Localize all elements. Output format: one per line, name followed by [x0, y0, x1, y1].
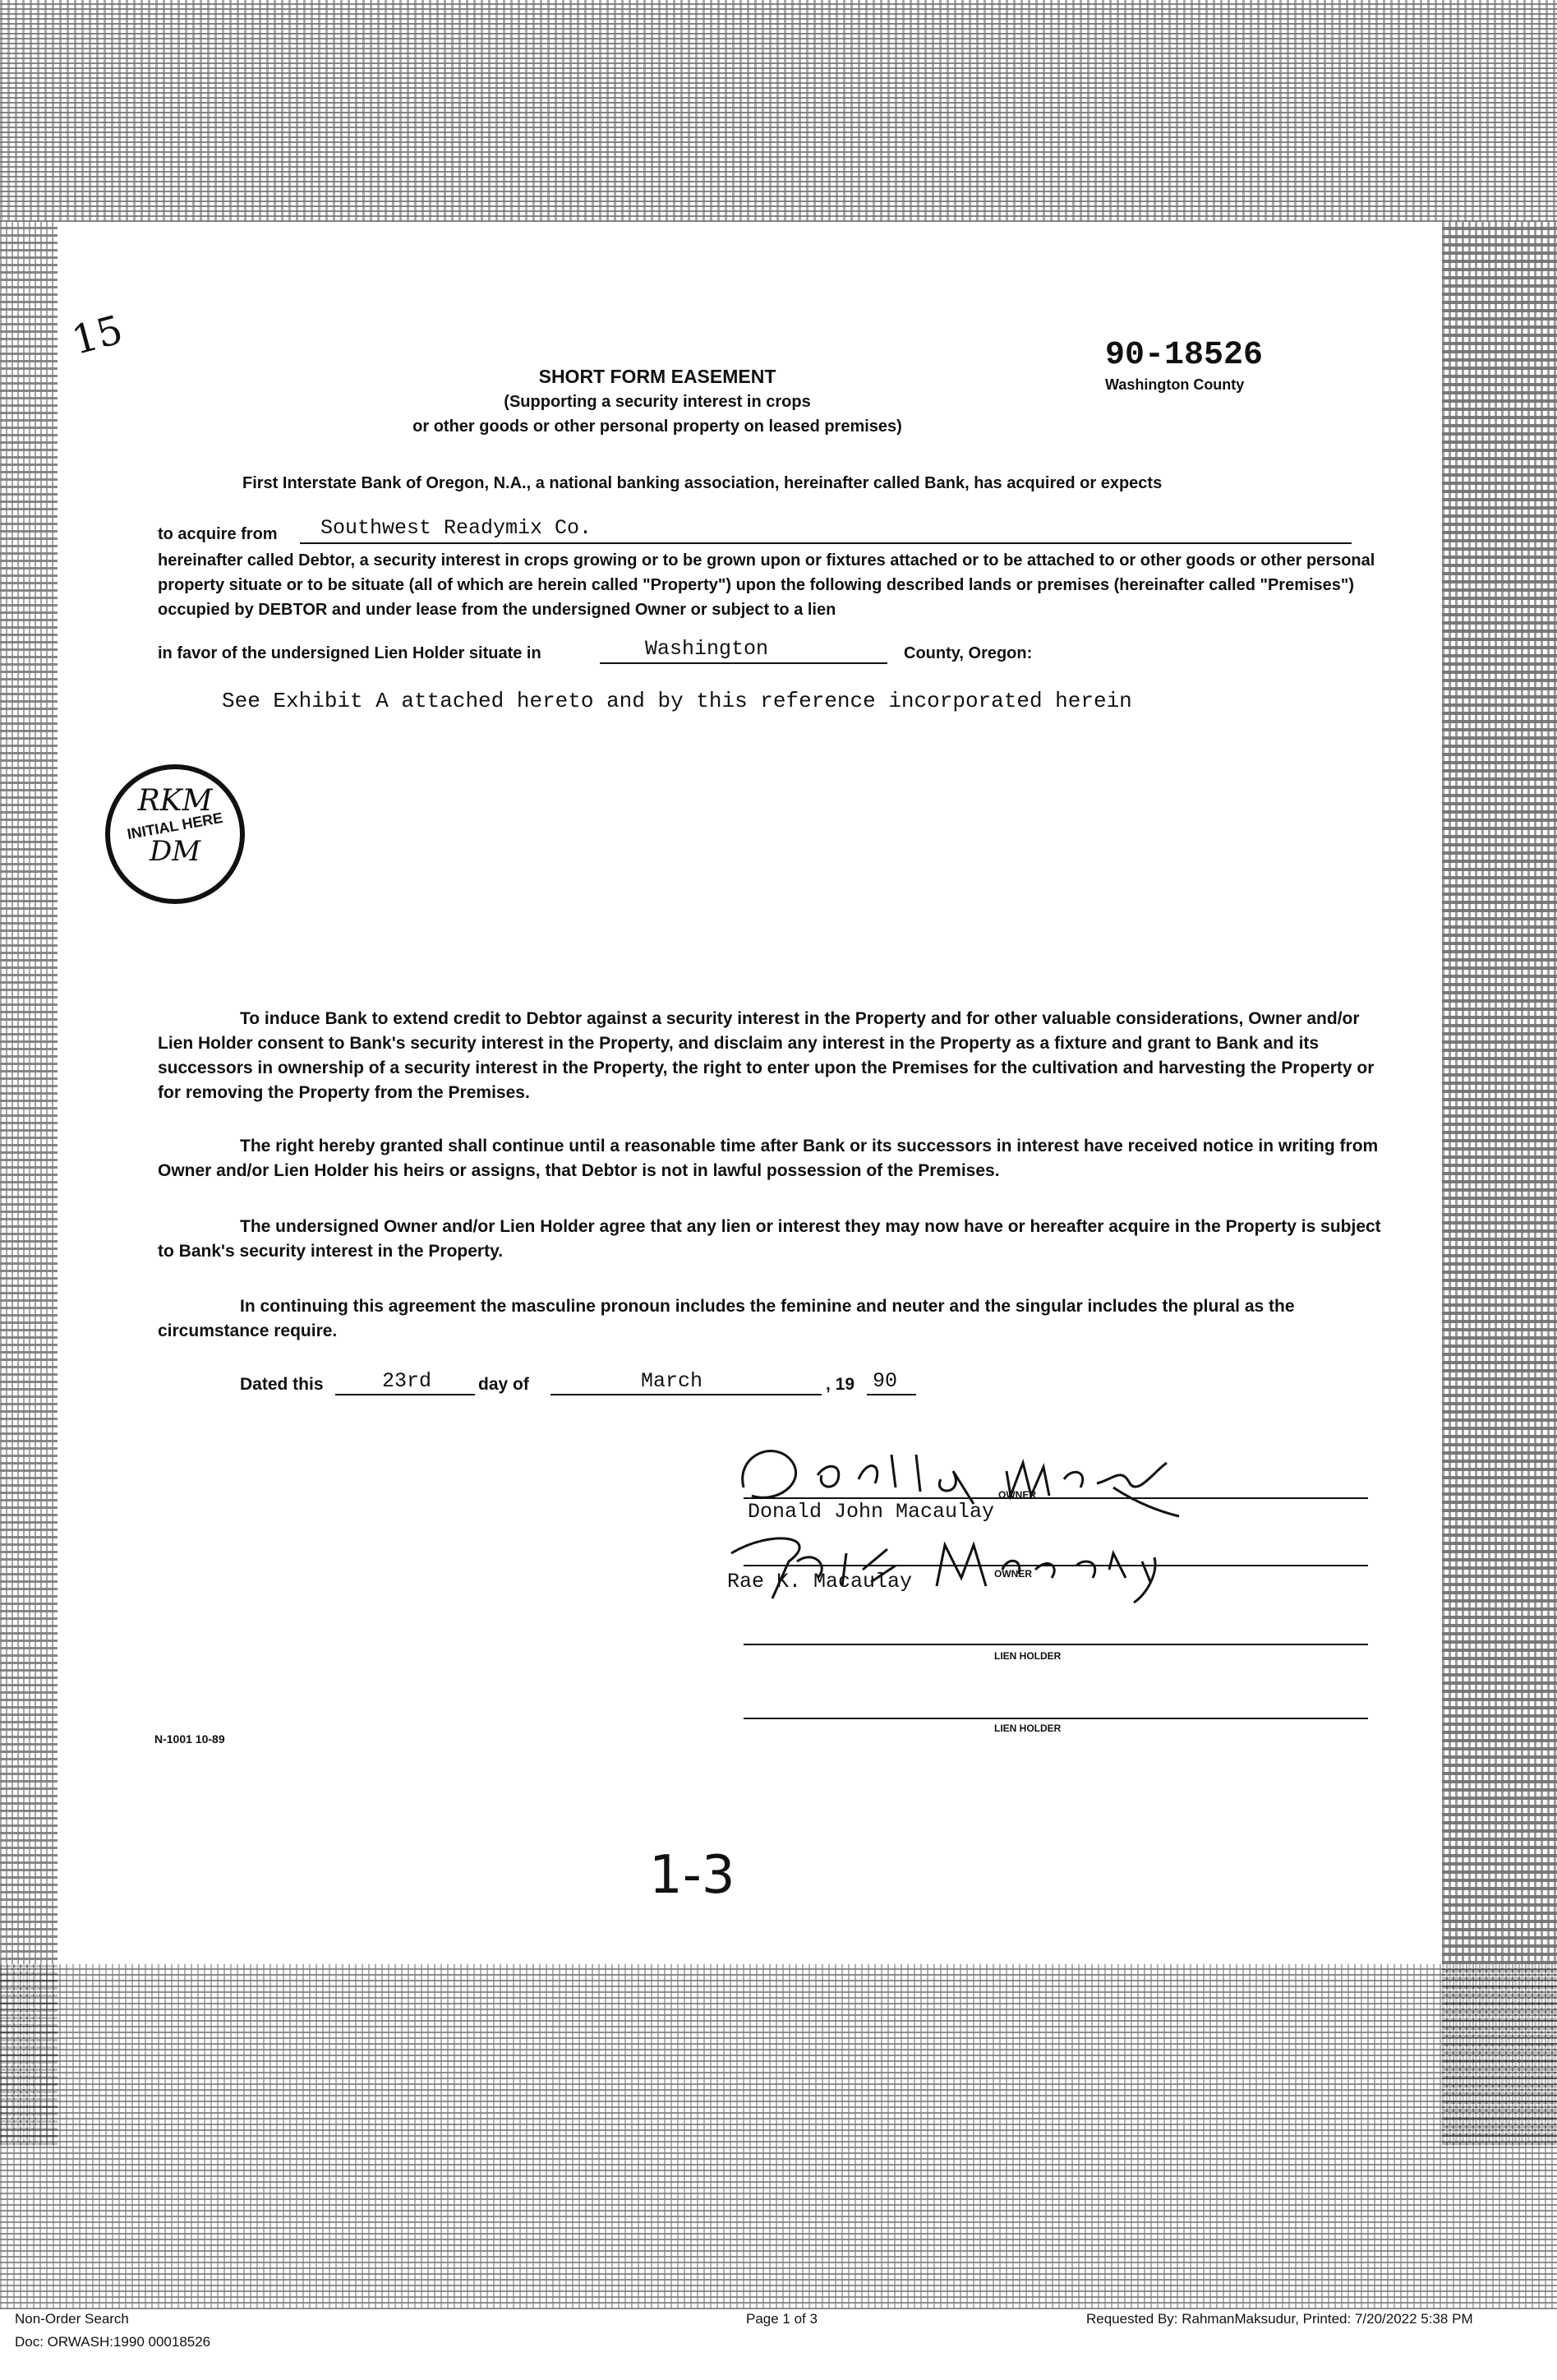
document-title: SHORT FORM EASEMENT [538, 366, 776, 387]
paragraph-consent: To induce Bank to extend credit to Debtor against a security interest in the Property and for other valuable considerations, Owner and/or Lien Holder consent to Bank's security interest in the Property, and disclaim any interest in the Property as a fixture and grant to Bank and its successors in ownership of a security interest in the Property, the right to enter upon the Premises for the cultivation and harvesting the Property or for removing the Property from the Premises. [158, 1009, 1375, 1102]
scan-noise-left [0, 222, 58, 2145]
exhibit-reference: See Exhibit A attached hereto and by this reference incorporated herein [222, 689, 1132, 713]
lien-favor-label: in favor of the undersigned Lien Holder situate in [158, 644, 541, 662]
document-page [58, 222, 1442, 1964]
paragraph-duration: The right hereby granted shall continue until a reasonable time after Bank or its successors in interest have received notice in writing from Owner and/or Lien Holder his heirs or assigns, that Debtor is not in lawful possession of the Premises. [158, 1137, 1379, 1180]
dated-label: Dated this [240, 1375, 324, 1394]
lien-holder-line-2 [744, 1716, 1368, 1719]
year-prefix: , 19 [826, 1375, 855, 1394]
county-suffix: County, Oregon: [904, 644, 1033, 662]
owner-1-typed-name: Donald John Macaulay [748, 1500, 995, 1524]
acquire-from-label: to acquire from [158, 525, 278, 543]
owner-2-typed-name: Rae K. Macaulay [727, 1570, 913, 1594]
footer-page-number: Page 1 of 3 [746, 2311, 818, 2327]
day-of-label: day of [478, 1375, 529, 1394]
debtor-name: Southwest Readymix Co. [320, 516, 592, 540]
paragraph-pronoun: In continuing this agreement the masculine pronoun includes the feminine and neuter and the singular includes the plural as the circumstance require. [158, 1297, 1295, 1340]
scan-noise-bottom [0, 1964, 1557, 2309]
recording-number: 90-18526 [1105, 337, 1264, 374]
lien-holder-2-role: LIEN HOLDER [994, 1723, 1062, 1734]
owner-signature-line-1 [744, 1496, 1368, 1499]
recording-county: Washington County [1105, 376, 1245, 393]
footer-requested-by: Requested By: RahmanMaksudur, Printed: 7/20/2022 5:38 PM [1086, 2311, 1473, 2327]
owner-1-role: OWNER [998, 1489, 1036, 1501]
dated-month: March [641, 1369, 703, 1393]
owner-signature-line-2 [744, 1563, 1368, 1566]
scan-noise-right [1442, 222, 1557, 2145]
page-marker: 1-3 [649, 1845, 735, 1906]
debtor-clause: hereinafter called Debtor, a security interest in crops growing or to be grown upon or fixtures attached or to be attached to or other goods or other personal property situate or to be situate (all of which are herein called "Property") upon the following described lands or premises (hereinafter called "Premises") occupied by DEBTOR and under lease from the undersigned Owner or subject to a lien [158, 551, 1375, 619]
footer-left-line2: Doc: ORWASH:1990 00018526 [15, 2334, 211, 2350]
stamp-label: INITIAL HERE [126, 809, 224, 843]
margin-note: 15 [67, 307, 128, 364]
dated-year: 90 [873, 1369, 898, 1393]
initial-here-stamp [105, 764, 245, 904]
stamp-initials-top: RKM [137, 784, 213, 818]
form-number: N-1001 10-89 [154, 1732, 225, 1746]
stamp-initials-bottom: DM [149, 835, 201, 868]
lien-holder-line-1 [744, 1642, 1368, 1645]
document-subtitle-1: (Supporting a security interest in crops [504, 393, 811, 411]
paragraph-subordination: The undersigned Owner and/or Lien Holder agree that any lien or interest they may now have or hereafter acquire in the Property is subject to Bank's security interest in the Property. [158, 1217, 1381, 1261]
footer-left-line1: Non-Order Search [15, 2311, 129, 2327]
lien-holder-1-role: LIEN HOLDER [994, 1650, 1062, 1662]
dated-day: 23rd [382, 1369, 432, 1393]
scan-noise-top [0, 0, 1557, 222]
document-subtitle-2: or other goods or other personal property on leased premises) [412, 417, 902, 436]
intro-text: First Interstate Bank of Oregon, N.A., a national banking association, hereinafter called Bank, has acquired or expects [242, 474, 1163, 492]
county-name: Washington [645, 637, 769, 661]
owner-2-role: OWNER [994, 1568, 1032, 1580]
